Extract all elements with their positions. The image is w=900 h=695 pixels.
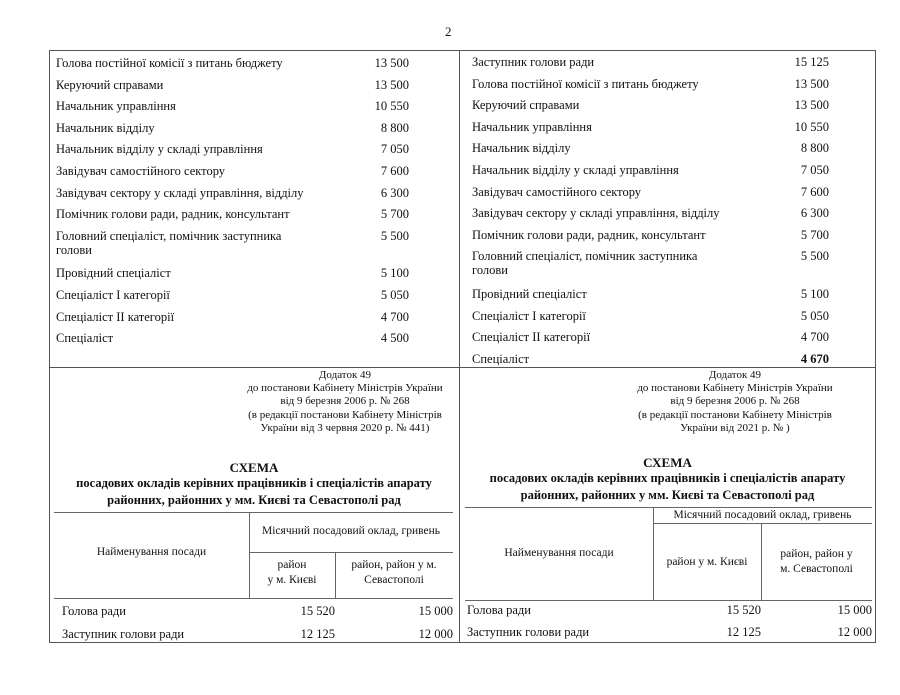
salary-value: 7 050 (380, 142, 409, 157)
position-name: Начальник відділу у складі управління (472, 163, 679, 177)
header-monthly-salary: Місячний посадовий оклад, гривень (262, 525, 440, 537)
salary-value: 5 100 (380, 266, 409, 281)
salary-value: 13 500 (794, 76, 829, 91)
salary-value: 5 050 (380, 287, 409, 302)
annex-line: (в редакції постанови Кабінету Міністрів (638, 408, 832, 421)
right-schema-subtitle: посадових окладів керівних працівників і спеціалістів апарату районних, районних у мм. Києві та Севастополі рад (489, 471, 846, 502)
header-position-name: Найменування посади (504, 547, 614, 559)
annex-line: (в редакції постанови Кабінету Міністрів (248, 408, 442, 421)
position-name: Помічник голови ради, радник, консультант (56, 207, 290, 222)
page-number: 2 (445, 24, 452, 39)
annex-line: до постанови Кабінету Міністрів України (637, 382, 833, 395)
header-sevastopol: район, район у м. Севастополі (351, 559, 437, 586)
salary-value: 5 050 (800, 308, 829, 323)
salary-value: 15 125 (794, 55, 829, 69)
position-name: Спеціаліст (56, 331, 114, 346)
table-border (653, 523, 872, 524)
table-border (249, 552, 453, 553)
annex-line: України від 3 червня 2020 р. № 441) (260, 421, 430, 434)
salary-value: 5 100 (800, 286, 829, 301)
position-name: Помічник голови ради, радник, консультант (472, 227, 706, 242)
salary-value: 13 500 (374, 77, 409, 92)
position-name: Спеціаліст I категорії (56, 287, 170, 302)
annex-line: від 9 березня 2006 р. № 268 (670, 395, 800, 408)
salary-value: 13 500 (374, 56, 409, 70)
position-name: Спеціаліст II категорії (472, 330, 591, 345)
position-name: Заступник голови ради (472, 55, 595, 69)
salary-value: 10 550 (374, 99, 409, 114)
position-name: Керуючий справами (56, 77, 164, 92)
salary-value: 5 700 (380, 207, 409, 222)
salary-value: 5 700 (800, 227, 829, 242)
position-name: Керуючий справами (472, 98, 580, 113)
position-name: Провідний спеціаліст (472, 286, 587, 301)
salary-value: 5 500 (800, 249, 829, 264)
salary-value: 7 050 (800, 163, 829, 177)
salary-value: 10 550 (794, 119, 829, 134)
annex-line: від 9 березня 2006 р. № 268 (280, 395, 410, 408)
annex-line: України від 2021 р. № ) (680, 421, 790, 434)
annex-line: до постанови Кабінету Міністрів України (247, 382, 443, 395)
table-border (465, 600, 872, 601)
position-name: Голова постійної комісії з питань бюджету (56, 56, 283, 70)
salary-value: 6 300 (800, 206, 829, 221)
right-schema-title: СХЕМА (643, 455, 692, 470)
salary-value: 7 600 (800, 184, 829, 199)
position-name: Завідувач сектору у складі управління, відділу (56, 185, 304, 200)
position-name: Начальник управління (56, 99, 176, 114)
annex-line: Додаток 49 (708, 369, 762, 381)
header-kyiv: район у м. Києві (267, 559, 317, 586)
salary-value: 4 500 (380, 331, 409, 346)
position-name: Спеціаліст (472, 351, 530, 366)
salary-value: 4 700 (800, 330, 829, 345)
salary-value: 8 800 (800, 141, 829, 156)
position-name: Завідувач самостійного сектору (56, 164, 226, 178)
header-sevastopol: район, район у м. Севастополі (780, 548, 853, 575)
table-border (54, 512, 453, 513)
position-name: Начальник відділу у складі управління (56, 142, 263, 157)
position-name: Провідний спеціаліст (56, 266, 171, 281)
salary-value: 8 800 (380, 120, 409, 135)
left-schema-subtitle: посадових окладів керівних працівників і спеціалістів апарату районних, районних у мм. Києві та Севастополі рад (76, 476, 432, 507)
table-border (54, 598, 453, 599)
right-annex-header (590, 369, 880, 435)
position-name: Начальник відділу (56, 120, 155, 135)
position-name: Завідувач самостійного сектору (472, 184, 642, 199)
column-divider (459, 50, 460, 643)
position-name: Голова постійної комісії з питань бюджету (472, 76, 699, 91)
position-name: Спеціаліст I категорії (472, 308, 586, 323)
header-position-name: Найменування посади (96, 546, 207, 558)
salary-value: 5 500 (380, 228, 409, 243)
salary-value: 4 700 (380, 309, 409, 324)
position-name: Завідувач сектору у складі управління, відділу (472, 206, 720, 221)
position-name: Головний спеціаліст, помічник заступника голови (56, 228, 282, 257)
header-kyiv: район у м. Києві (666, 556, 748, 568)
position-name: Головний спеціаліст, помічник заступника голови (472, 249, 698, 278)
salary-value: 6 300 (380, 185, 409, 200)
position-name: Спеціаліст II категорії (56, 309, 175, 324)
annex-line: Додаток 49 (318, 369, 372, 381)
row-divider (49, 367, 876, 368)
salary-value: 7 600 (380, 164, 409, 178)
salary-value: 13 500 (794, 98, 829, 113)
position-name: Начальник відділу (472, 141, 571, 156)
header-monthly-salary: Місячний посадовий оклад, гривень (673, 509, 852, 521)
salary-value: 4 670 (800, 351, 829, 366)
left-schema-title: СХЕМА (229, 460, 279, 475)
left-annex-header (200, 369, 490, 435)
position-name: Начальник управління (472, 119, 592, 134)
